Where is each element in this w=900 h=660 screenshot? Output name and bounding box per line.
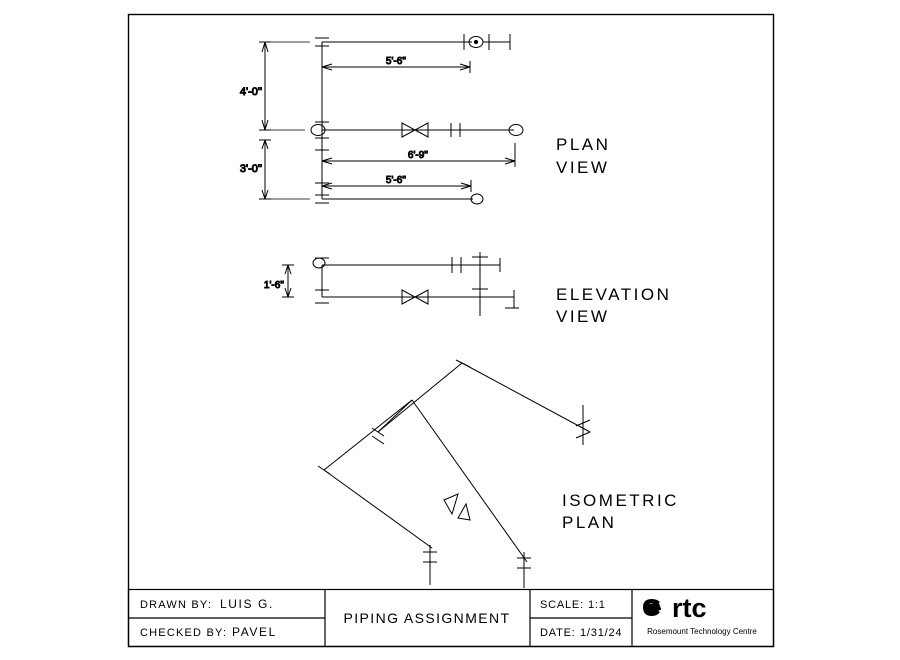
company-name: Rosemount Technology Centre [647, 627, 757, 636]
dim-label-plan-vertical-lower: 3'-0'' [239, 163, 263, 175]
isometric-view-label-line1: ISOMETRIC [562, 491, 679, 510]
date-label: DATE: [540, 627, 576, 639]
sheet-border [129, 15, 774, 647]
elevation-view-label-line1: ELEVATION [556, 285, 672, 304]
company-logo-text: rtc [672, 593, 707, 623]
elevation-view-label-line2: VIEW [556, 307, 610, 326]
drawn-by-label: DRAWN BY: [140, 599, 213, 611]
checked-by-label: CHECKED BY: [140, 627, 228, 639]
elevation-view-group [264, 252, 519, 316]
company-logo-icon [643, 599, 661, 616]
iso-lower-left-leg [324, 400, 412, 470]
scale-label: SCALE: [540, 599, 584, 611]
iso-upper-right-leg [462, 363, 590, 432]
isometric-view-label-line2: PLAN [562, 513, 617, 532]
elevation-fitting-circle [313, 258, 325, 268]
drawn-by-value: LUIS G. [220, 597, 274, 611]
iso-upper-left-leg [378, 363, 462, 432]
checked-by-value: PAVEL [232, 625, 277, 639]
dim-label-plan-vertical-upper: 4'-0'' [239, 86, 263, 98]
dim-label-elevation-vertical: 1'-6'' [263, 280, 285, 291]
iso-branch-long [412, 400, 527, 562]
dim-plan-vertical-lower [259, 140, 310, 199]
iso-valve-symbol [444, 494, 470, 520]
drawing-title: PIPING ASSIGNMENT [343, 610, 511, 626]
iso-flange-tick [372, 428, 384, 436]
dim-plan-vertical-upper [259, 42, 310, 130]
iso-lower-right-leg [324, 470, 432, 548]
isometric-view-group [318, 360, 590, 588]
scale-value: 1:1 [588, 599, 606, 611]
iso-connector [378, 400, 412, 432]
plan-view-label-line2: VIEW [556, 158, 610, 177]
iso-flange-tick [372, 436, 384, 444]
dim-label-plan-horizontal-middle: 6'-9'' [407, 150, 429, 161]
plan-view-label-line1: PLAN [556, 135, 611, 154]
dim-label-plan-horizontal-bottom: 5'-6'' [385, 175, 407, 186]
date-value: 1/31/24 [580, 627, 623, 639]
plan-view-group [240, 34, 523, 204]
dim-label-plan-horizontal-top: 5'-6'' [385, 56, 407, 67]
